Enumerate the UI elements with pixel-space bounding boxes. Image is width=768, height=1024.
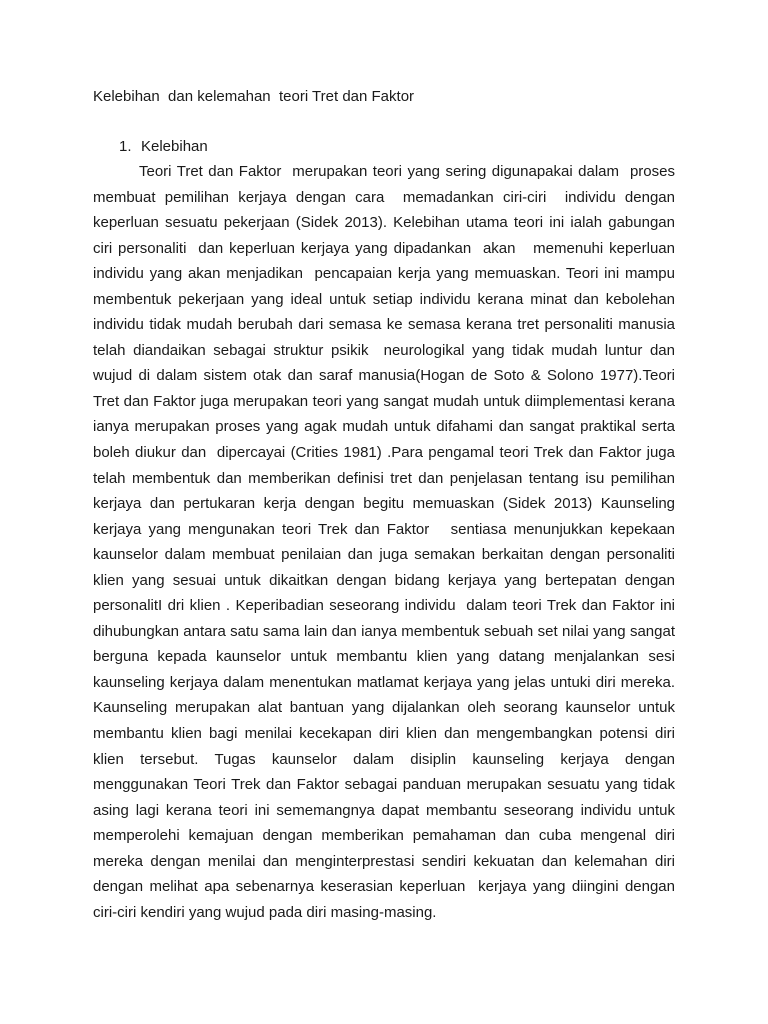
document-title: Kelebihan dan kelemahan teori Tret dan Faktor bbox=[93, 88, 415, 105]
section-number: 1. bbox=[119, 138, 132, 155]
body-paragraph: Teori Tret dan Faktor merupakan teori yang sering digunapakai dalam proses membuat pemilihan kerjaya dengan cara memadankan ciri-ciri individu dengan keperluan sesuatu pekerjaan (Sidek 2013). Kelebihan utama teori ini ialah gabungan ciri personaliti dan keperluan kerjaya yang dipadankan akan memenuhi keperluan individu yang akan menjadikan pencapaian kerja yang memuaskan. Teori ini mampu membentuk pekerjaan yang ideal untuk setiap individu kerana minat dan kebolehan individu tidak mudah berubah dari semasa ke semasa kerana tret personaliti manusia telah diandaikan sebagai struktur psikik neurologikal yang tidak mudah luntur dan wujud di dalam sistem otak dan saraf manusia(Hogan de Soto & Solono 1977).Teori Tret dan Faktor juga merupakan teori yang sangat mudah untuk diimplementasi kerana ianya merupakan proses yang agak mudah untuk difahami dan sangat praktikal serta boleh diukur dan dipercayai (Crities 1981) .Para pengamal teori Trek dan Faktor juga telah membentuk dan memberikan definisi tret dan penjelasan tentang isu pemilihan kerjaya dan pertukaran kerja dengan begitu memuaskan (Sidek 2013) Kaunseling kerjaya yang mengunakan teori Trek dan Faktor sentiasa menunjukkan kepekaan kaunselor dalam membuat penilaian dan juga semakan berkaitan dengan personaliti klien yang sesuai untuk dikaitkan dengan bidang kerjaya yang bertepatan dengan personalitI dri klien . Keperibadian seseorang individu dalam teori Trek dan Faktor ini dihubungkan antara satu sama lain dan ianya membentuk sebuah set nilai yang sangat berguna kepada kaunselor untuk membantu klien yang datang menjalankan sesi kaunseling kerjaya dalam menentukan matlamat kerjaya yang jelas untuki diri mereka. Kaunseling merupakan alat bantuan yang dijalankan oleh seorang kaunselor untuk membantu klien bagi menilai kecekapan diri klien dan mengembangkan potensi diri klien tersebut. Tugas kaunselor dalam disiplin kaunseling kerjaya dengan menggunakan Teori Trek dan Faktor sebagai panduan merupakan sesuatu yang tidak asing lagi kerana teori ini sememangnya dapat membantu seseorang individu untuk memperolehi kemajuan dengan memberikan pemahaman dan cuba mengenal diri mereka dengan menilai dan menginterprestasi sendiri kekuatan dan kelemahan diri dengan melihat apa sebenarnya keserasian keperluan kerjaya yang diingini dengan ciri-ciri kendiri yang wujud pada diri masing-masing. bbox=[93, 163, 684, 921]
section-heading bbox=[119, 137, 208, 157]
section-heading-label: Kelebihan bbox=[141, 138, 208, 155]
